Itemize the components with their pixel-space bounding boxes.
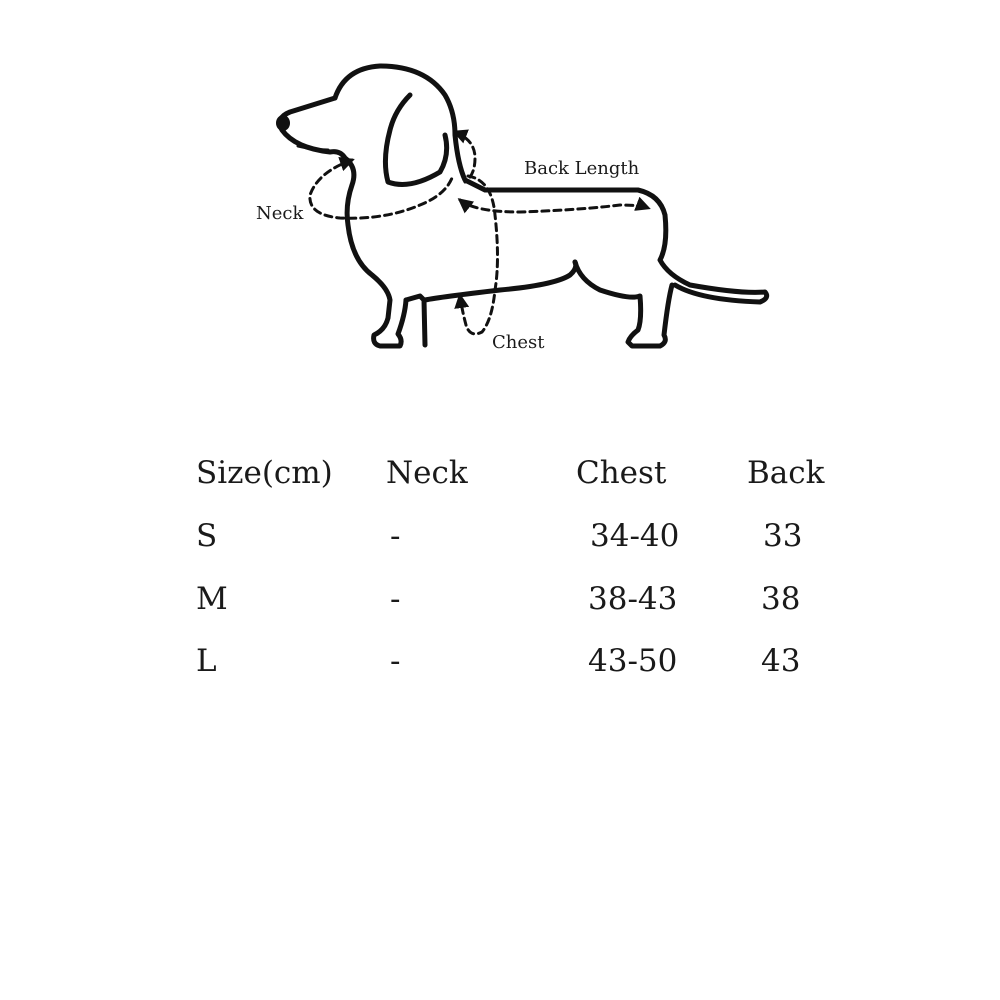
- table-row-back: 33: [763, 518, 803, 554]
- chest-label: Chest: [492, 332, 545, 353]
- table-row-back: 43: [761, 643, 801, 679]
- table-row-chest: 34-40: [590, 518, 680, 554]
- table-row-neck: -: [390, 643, 401, 679]
- back-length-label: Back Length: [524, 158, 640, 179]
- table-row-chest: 38-43: [588, 581, 678, 617]
- table-row-size: M: [196, 581, 228, 617]
- table-row-size: L: [196, 643, 217, 679]
- table-header-chest: Chest: [576, 455, 667, 491]
- table-header-size: Size(cm): [196, 455, 333, 491]
- table-row-back: 38: [761, 581, 801, 617]
- table-header-back: Back: [747, 455, 825, 491]
- neck-label: Neck: [256, 203, 304, 224]
- table-row-neck: -: [390, 518, 401, 554]
- table-row-chest: 43-50: [588, 643, 678, 679]
- table-row-size: S: [196, 518, 218, 554]
- table-row-neck: -: [390, 581, 401, 617]
- table-header-neck: Neck: [386, 455, 468, 491]
